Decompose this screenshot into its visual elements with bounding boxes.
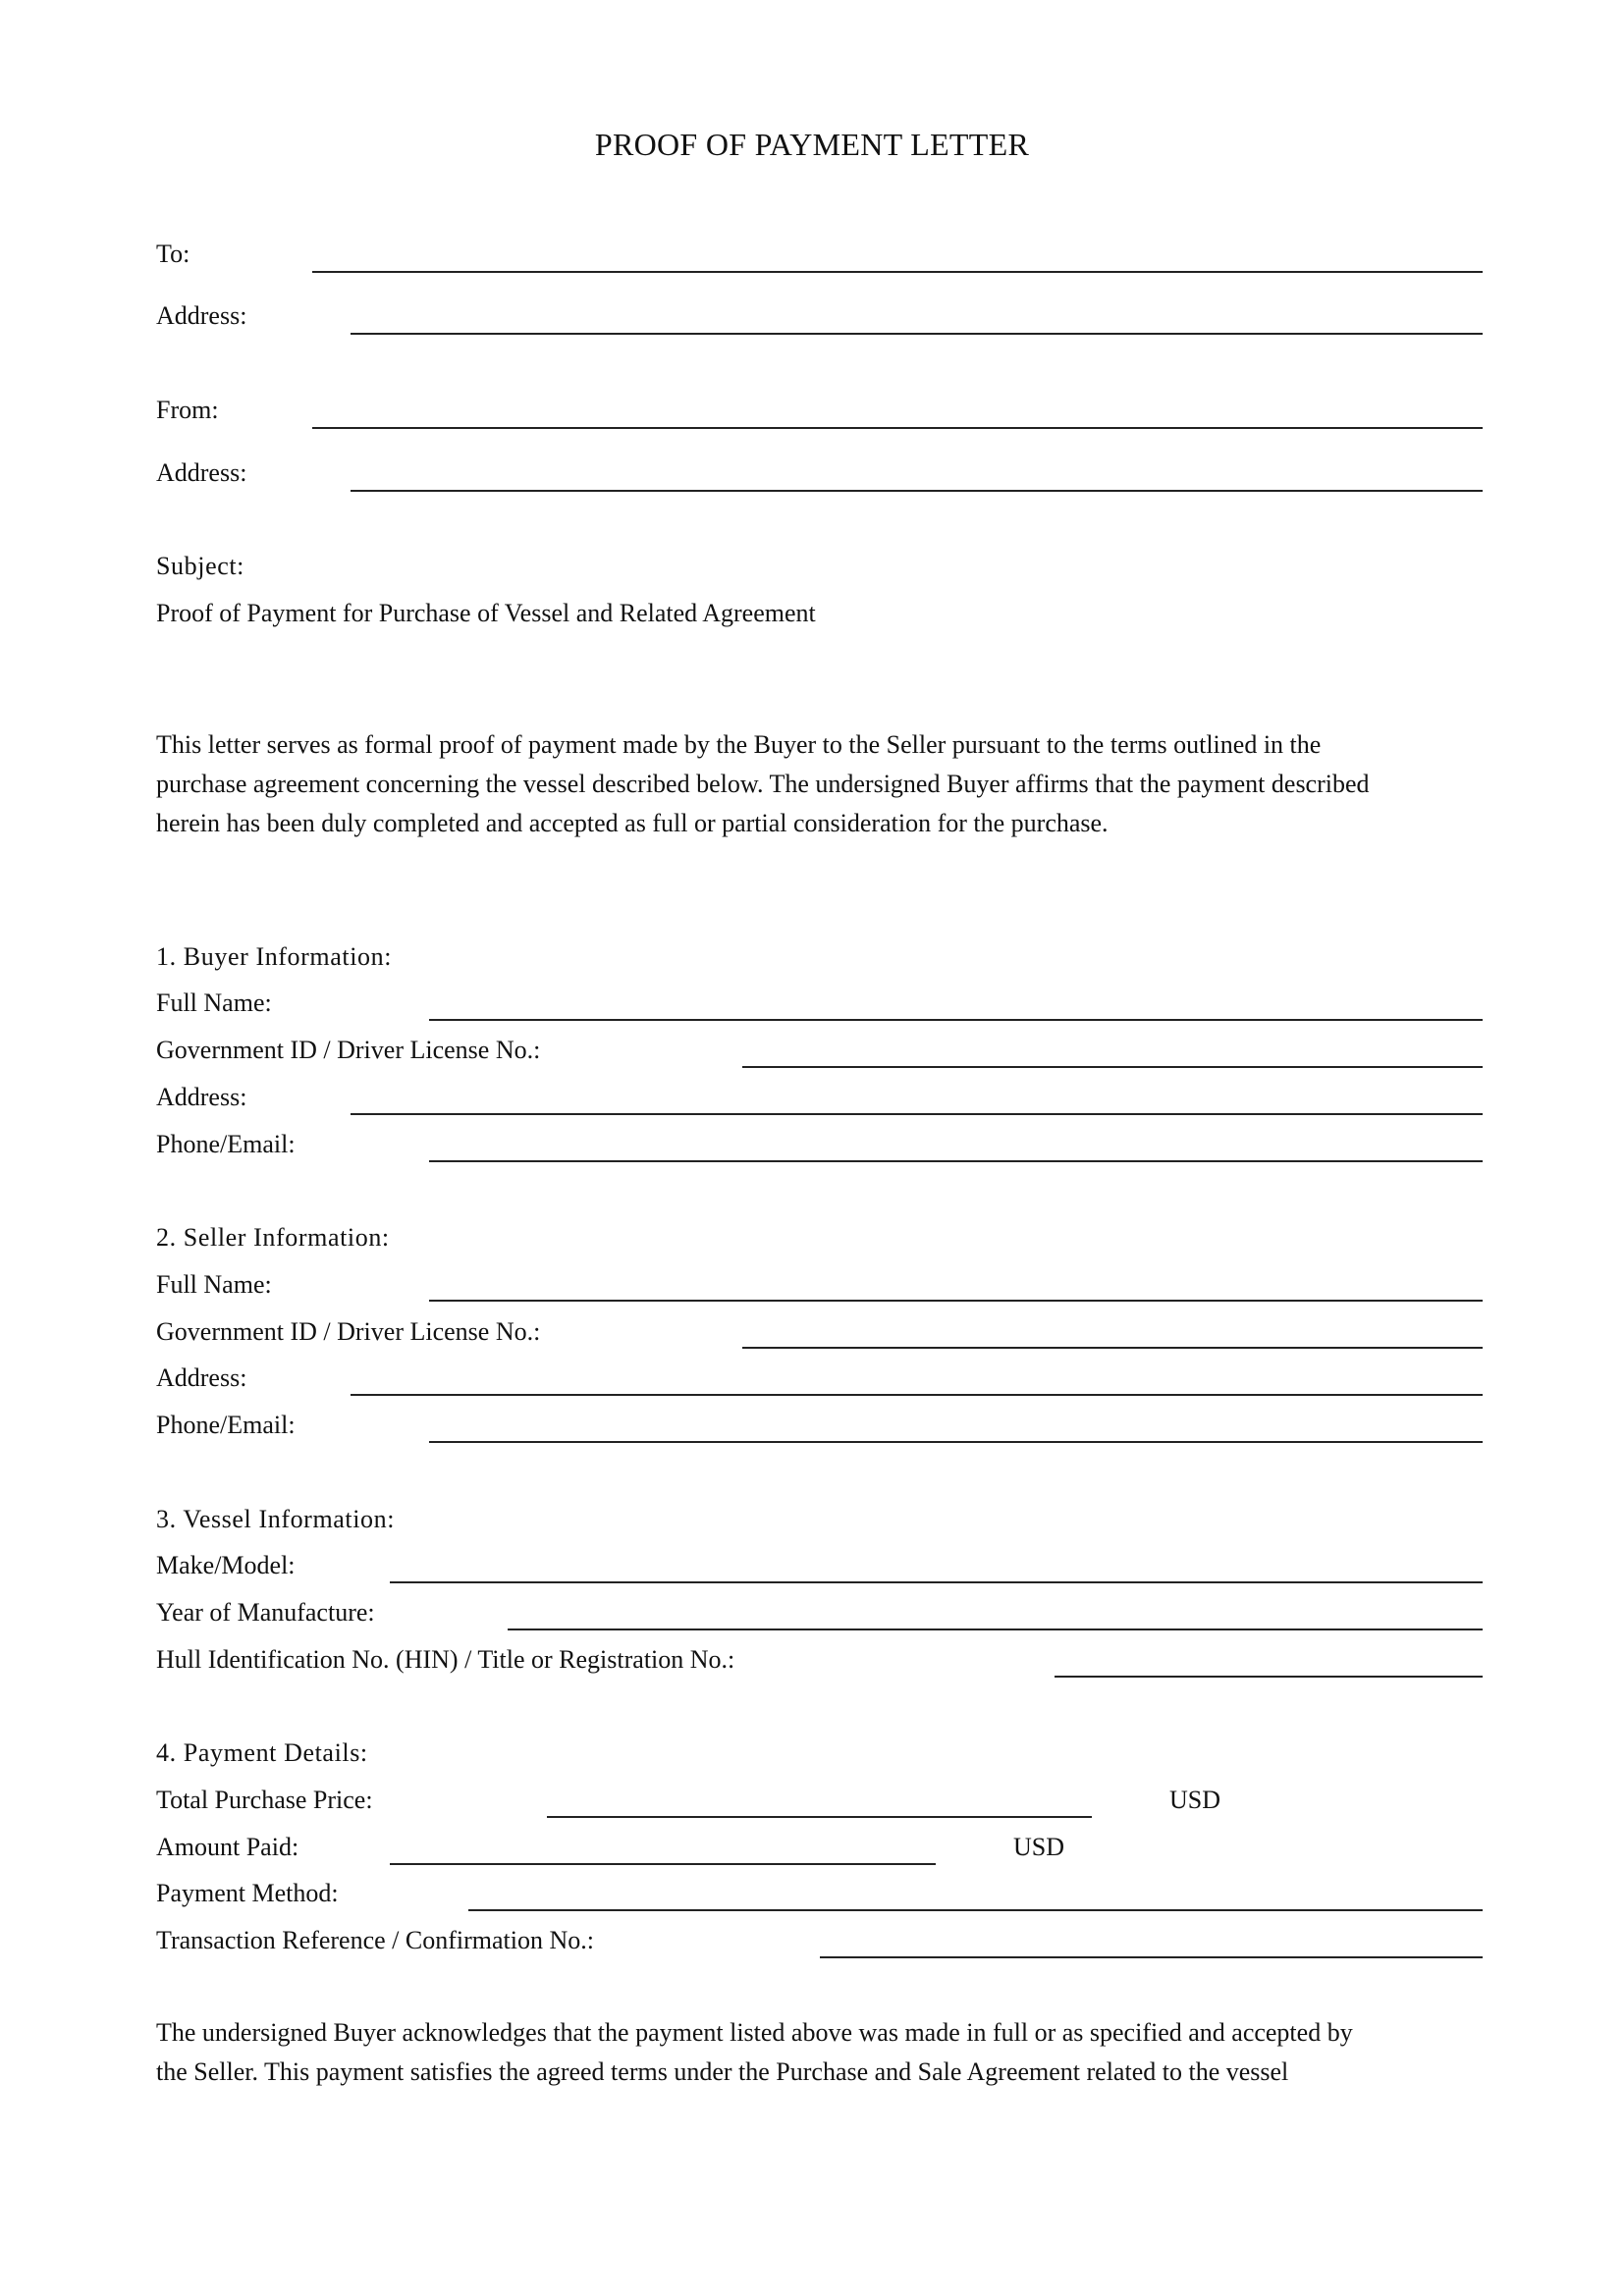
seller-full-name-label: Full Name: [156, 1270, 272, 1299]
from-field[interactable] [312, 427, 1483, 429]
vessel-make-model-label: Make/Model: [156, 1551, 296, 1579]
total-price-field[interactable] [547, 1816, 1092, 1818]
seller-phone-email-label: Phone/Email: [156, 1411, 296, 1439]
buyer-address-label: Address: [156, 1083, 247, 1111]
buyer-full-name-field[interactable] [429, 1019, 1483, 1021]
seller-phone-email-field[interactable] [429, 1441, 1483, 1443]
buyer-full-name-label: Full Name: [156, 988, 272, 1017]
seller-address-field[interactable] [351, 1394, 1483, 1396]
vessel-year-label: Year of Manufacture: [156, 1598, 375, 1627]
vessel-make-model-field[interactable] [390, 1581, 1483, 1583]
vessel-hin-field[interactable] [1055, 1676, 1483, 1678]
to-field[interactable] [312, 271, 1483, 273]
intro-line: This letter serves as formal proof of payment made by the Buyer to the Seller pursuant to the terms outlined in the [156, 730, 1322, 759]
from-address-label: Address: [156, 458, 247, 487]
vessel-section-heading: 3. Vessel Information: [156, 1505, 396, 1533]
payment-method-label: Payment Method: [156, 1879, 339, 1907]
amount-paid-field[interactable] [390, 1863, 936, 1865]
buyer-section-heading: 1. Buyer Information: [156, 942, 393, 971]
transaction-ref-label: Transaction Reference / Confirmation No.: [156, 1926, 594, 1954]
closing-paragraph [156, 2013, 1491, 2092]
buyer-address-field[interactable] [351, 1113, 1483, 1115]
seller-section-heading: 2. Seller Information: [156, 1223, 390, 1252]
to-address-field[interactable] [351, 333, 1483, 335]
payment-method-field[interactable] [468, 1909, 1483, 1911]
closing-line: The undersigned Buyer acknowledges that the payment listed above was made in full or as specified and accepted by [156, 2018, 1353, 2047]
from-label: From: [156, 396, 219, 424]
seller-gov-id-label: Government ID / Driver License No.: [156, 1317, 541, 1346]
seller-full-name-field[interactable] [429, 1300, 1483, 1302]
transaction-ref-field[interactable] [820, 1956, 1483, 1958]
intro-paragraph [156, 725, 1491, 843]
vessel-year-field[interactable] [508, 1629, 1483, 1630]
document-title: PROOF OF PAYMENT LETTER [594, 127, 1030, 162]
buyer-phone-email-label: Phone/Email: [156, 1130, 296, 1158]
vessel-hin-label: Hull Identification No. (HIN) / Title or Registration No.: [156, 1645, 735, 1674]
subject-label: Subject: [156, 552, 245, 580]
buyer-phone-email-field[interactable] [429, 1160, 1483, 1162]
total-price-currency: USD [1169, 1786, 1221, 1814]
subject-text: Proof of Payment for Purchase of Vessel and Related Agreement [156, 599, 816, 627]
from-address-field[interactable] [351, 490, 1483, 492]
amount-paid-label: Amount Paid: [156, 1833, 299, 1861]
to-label: To: [156, 240, 190, 268]
amount-paid-currency: USD [1013, 1833, 1065, 1861]
seller-gov-id-field[interactable] [742, 1347, 1483, 1349]
payment-section-heading: 4. Payment Details: [156, 1738, 368, 1767]
seller-address-label: Address: [156, 1363, 247, 1392]
total-price-label: Total Purchase Price: [156, 1786, 373, 1814]
buyer-gov-id-label: Government ID / Driver License No.: [156, 1036, 541, 1064]
closing-line: the Seller. This payment satisfies the agreed terms under the Purchase and Sale Agreement related to the vessel [156, 2057, 1289, 2086]
intro-line: purchase agreement concerning the vessel described below. The undersigned Buyer affirms that the payment described [156, 770, 1370, 798]
intro-line: herein has been duly completed and accepted as full or partial consideration for the purchase. [156, 809, 1109, 837]
buyer-gov-id-field[interactable] [742, 1066, 1483, 1068]
to-address-label: Address: [156, 301, 247, 330]
